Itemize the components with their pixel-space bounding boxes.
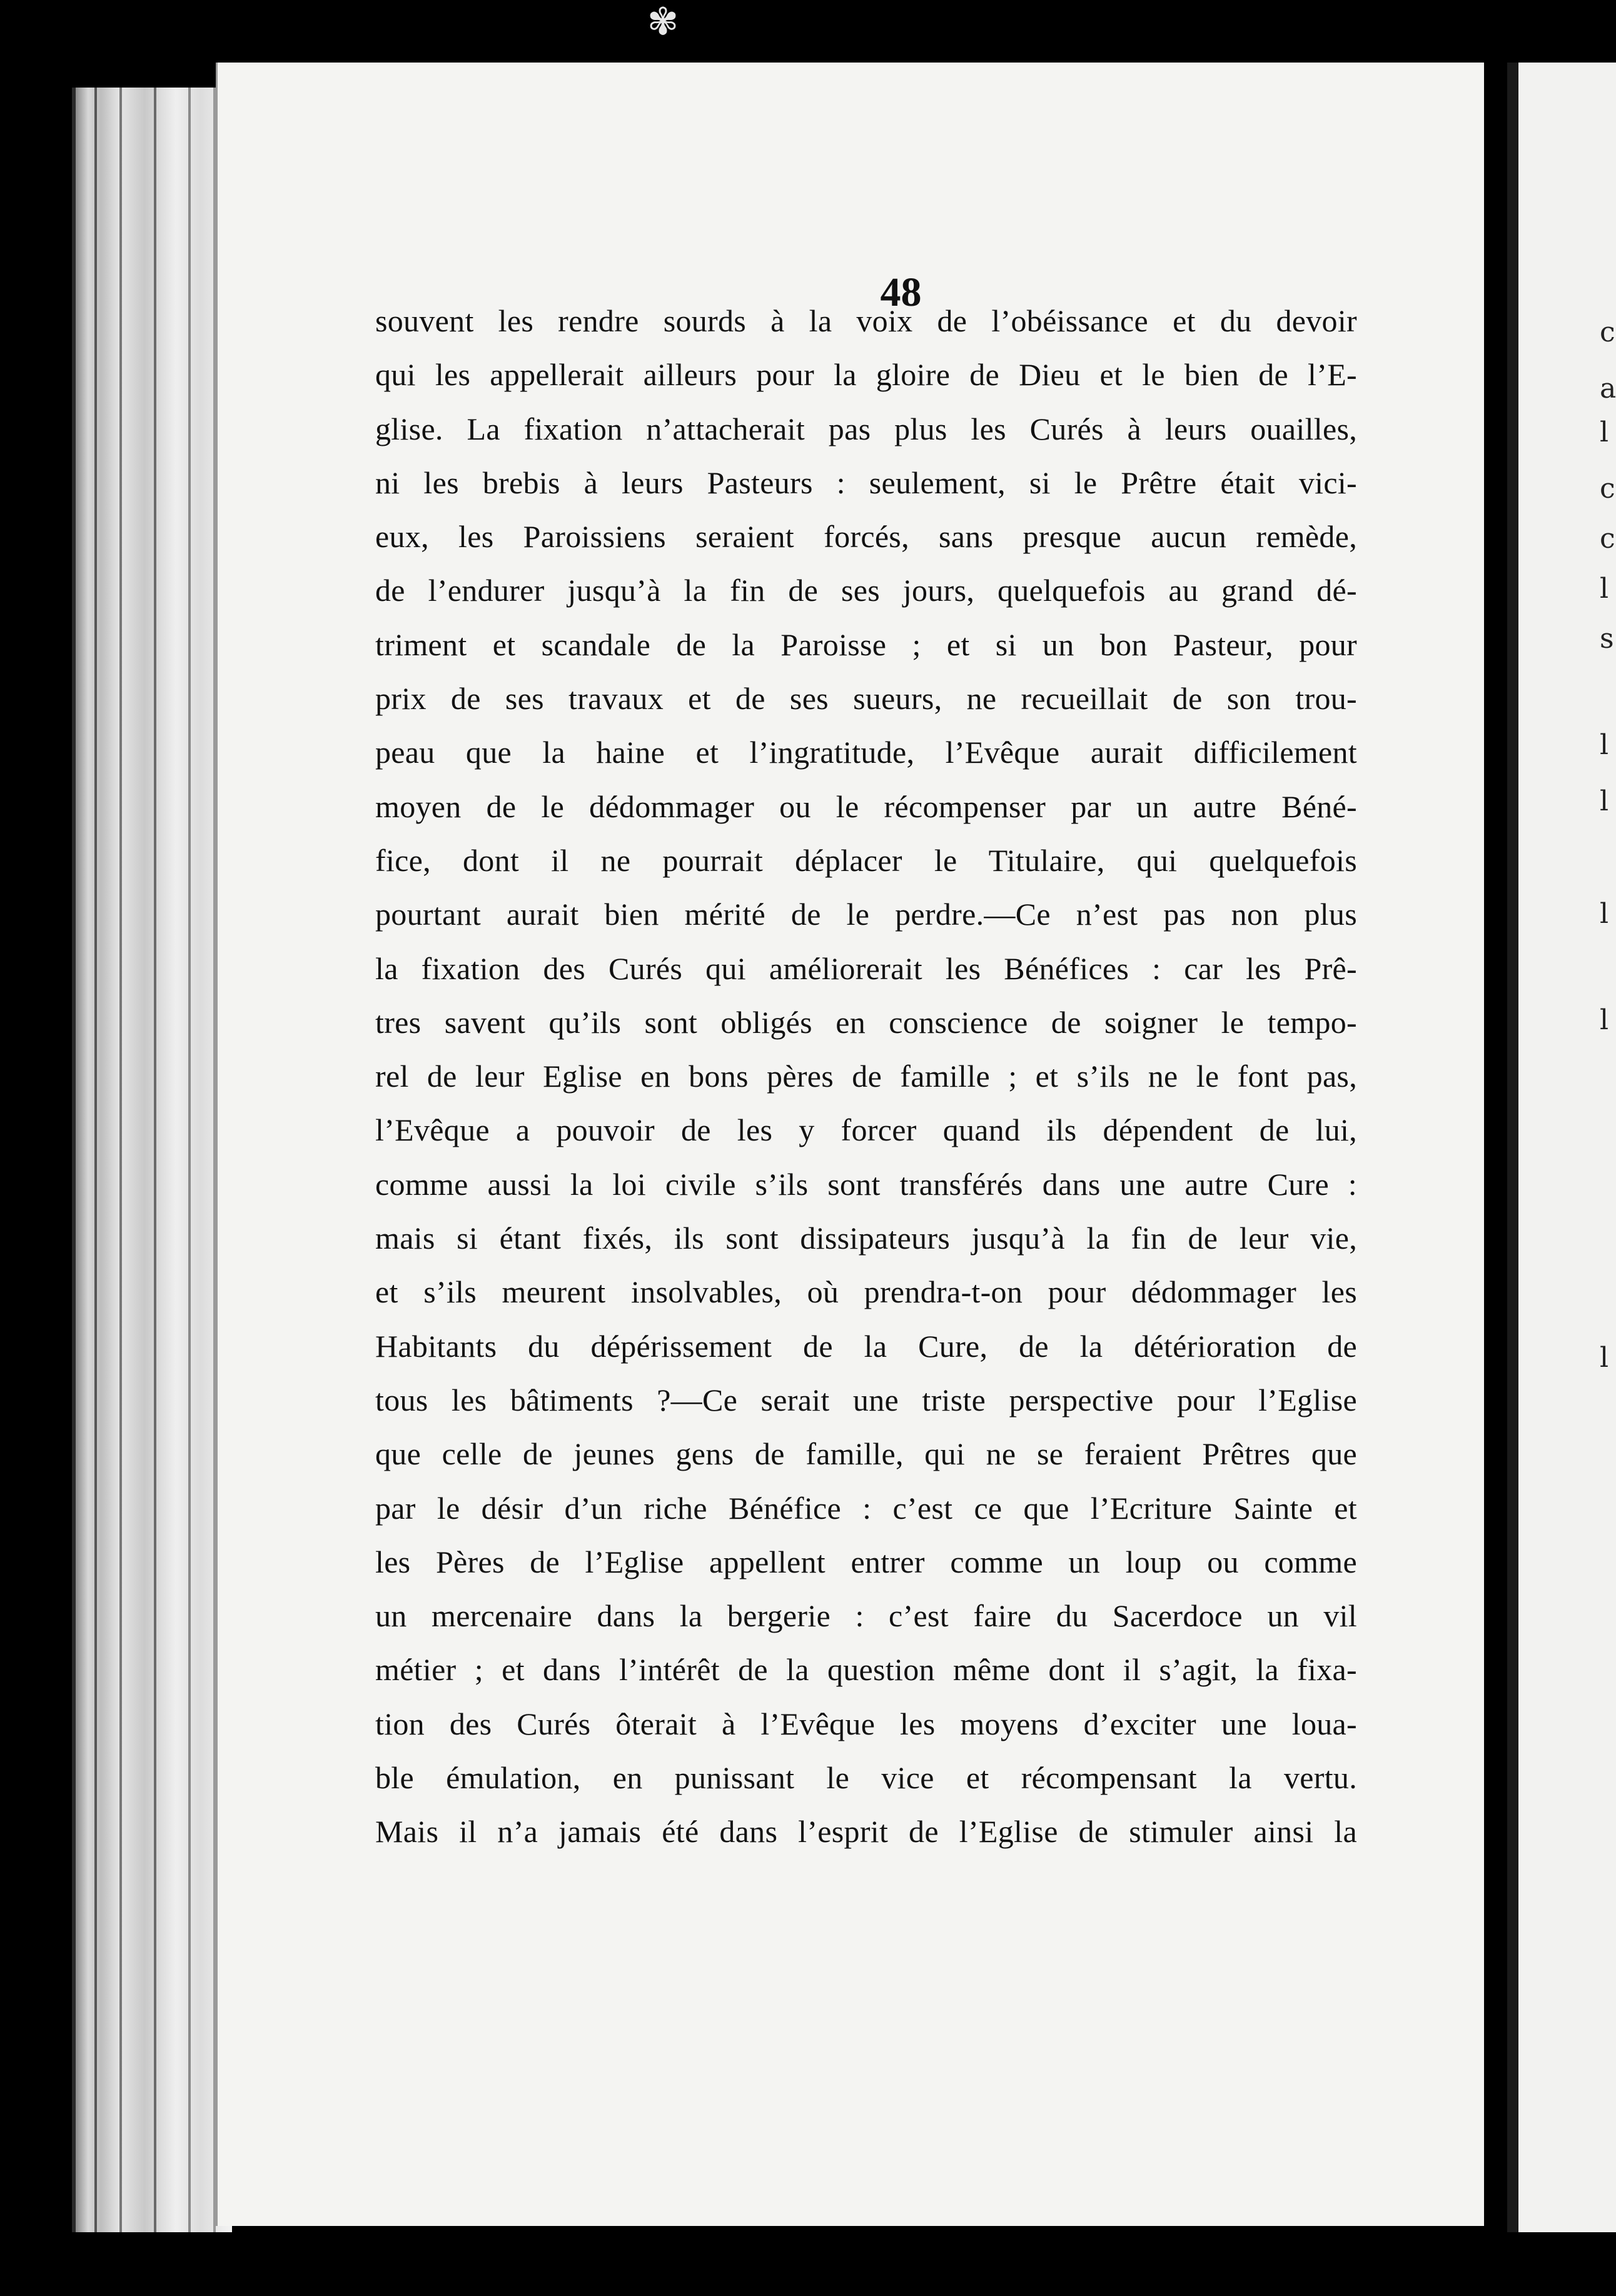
facing-letter: l — [1600, 416, 1609, 448]
text-line: métier ; et dans l’intérêt de la question même dont il s’agit, la fixa- — [375, 1652, 1357, 1688]
text-line: qui les appellerait ailleurs pour la gloire de Dieu et le bien de l’E- — [375, 357, 1357, 393]
facing-letter: l — [1600, 1342, 1609, 1374]
text-line: par le désir d’un riche Bénéfice : c’est ce que l’Ecriture Sainte et — [375, 1490, 1357, 1526]
facing-letter: l — [1600, 898, 1609, 930]
facing-letter: l — [1600, 1004, 1609, 1036]
text-line: et s’ils meurent insolvables, où prendra-t-on pour dédommager les — [375, 1274, 1357, 1310]
text-line: tous les bâtiments ?—Ce serait une triste perspective pour l’Eglise — [375, 1382, 1357, 1417]
facing-page-edge — [1507, 63, 1616, 2232]
text-line: de l’endurer jusqu’à la fin de ses jours, quelquefois au grand dé- — [375, 573, 1357, 608]
text-line: que celle de jeunes gens de famille, qui ne se feraient Prêtres que — [375, 1436, 1357, 1472]
facing-letter: s — [1600, 623, 1614, 655]
text-line: mais si étant fixés, ils sont dissipateurs jusqu’à la fin de leur vie, — [375, 1221, 1357, 1256]
text-line: pourtant aurait bien mérité de le perdre.—Ce n’est pas non plus — [375, 897, 1357, 932]
text-line: comme aussi la loi civile s’ils sont transférés dans une autre Cure : — [375, 1166, 1357, 1202]
text-line: souvent les rendre sourds à la voix de l’obéissance et du devoir — [375, 303, 1357, 338]
text-line: rel de leur Eglise en bons pères de famille ; et s’ils ne le font pas, — [375, 1059, 1357, 1094]
text-line: peau que la haine et l’ingratitude, l’Evêque aurait difficilement — [375, 735, 1357, 770]
body-text — [375, 294, 1357, 1859]
text-line: ble émulation, en punissant le vice et récompensant la vertu. — [375, 1760, 1357, 1796]
text-line: les Pères de l’Eglise appellent entrer comme un loup ou comme — [375, 1544, 1357, 1579]
facing-letter: l — [1600, 729, 1609, 761]
text-line: tres savent qu’ils sont obligés en conscience de soigner le tempo- — [375, 1004, 1357, 1040]
page-number: 48 — [880, 269, 922, 315]
facing-letter: c — [1600, 316, 1615, 348]
facing-letter: l — [1600, 785, 1609, 817]
text-line: ni les brebis à leurs Pasteurs : seulement, si le Prêtre était vici- — [375, 465, 1357, 500]
facing-letter: l — [1600, 573, 1609, 605]
text-line: glise. La fixation n’attacherait pas plus les Curés à leurs ouailles, — [375, 411, 1357, 446]
top-ornament-icon: ✾ — [647, 0, 679, 44]
facing-letter: c — [1600, 523, 1615, 555]
text-line: Habitants du dépérissement de la Cure, de la détérioration de — [375, 1328, 1357, 1364]
facing-letter: c — [1600, 473, 1615, 505]
text-line: tion des Curés ôterait à l’Evêque les moyens d’exciter une loua- — [375, 1706, 1357, 1741]
text-line: un mercenaire dans la bergerie : c’est faire du Sacerdoce un vil — [375, 1598, 1357, 1634]
text-line: prix de ses travaux et de ses sueurs, ne recueillait de son trou- — [375, 681, 1357, 717]
text-line: eux, les Paroissiens seraient forcés, sans presque aucun remède, — [375, 519, 1357, 555]
text-line: fice, dont il ne pourrait déplacer le Titulaire, qui quelquefois — [375, 842, 1357, 878]
text-line: triment et scandale de la Paroisse ; et si un bon Pasteur, pour — [375, 627, 1357, 662]
text-line: moyen de le dédommager ou le récompenser par un autre Béné- — [375, 788, 1357, 824]
text-line: l’Evêque a pouvoir de les y forcer quand ils dépendent de lui, — [375, 1112, 1357, 1148]
text-line: Mais il n’a jamais été dans l’esprit de l’Eglise de stimuler ainsi la — [375, 1814, 1357, 1850]
stacked-page-edges — [72, 88, 232, 2232]
text-line: la fixation des Curés qui améliorerait les Bénéfices : car les Prê- — [375, 950, 1357, 986]
facing-letter: a — [1600, 373, 1616, 405]
